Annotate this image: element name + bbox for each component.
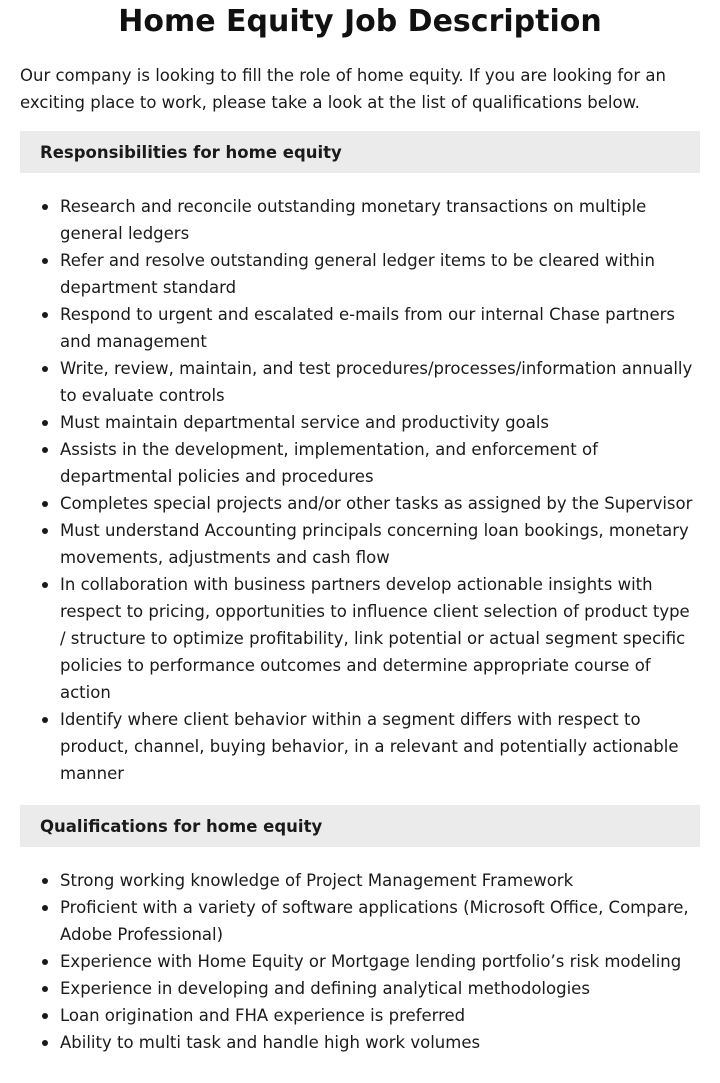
qualifications-list <box>20 867 700 1056</box>
list-item: Strong working knowledge of Project Management Framework <box>60 867 700 894</box>
responsibilities-list <box>20 193 700 787</box>
responsibilities-heading: Responsibilities for home equity <box>40 142 342 162</box>
list-item: Completes special projects and/or other tasks as assigned by the Supervisor <box>60 490 700 517</box>
list-item: Must maintain departmental service and productivity goals <box>60 409 700 436</box>
list-item: Write, review, maintain, and test procedures/processes/information annually to evaluate controls <box>60 355 700 409</box>
intro-paragraph: Our company is looking to fill the role of home equity. If you are looking for an exciting place to work, please take a look at the list of qualifications below. <box>20 66 666 112</box>
list-item: Respond to urgent and escalated e-mails from our internal Chase partners and management <box>60 301 700 355</box>
list-item: Experience in developing and defining analytical methodologies <box>60 975 700 1002</box>
list-item: Refer and resolve outstanding general ledger items to be cleared within department standard <box>60 247 700 301</box>
page-title: Home Equity Job Description <box>118 4 602 39</box>
list-item: Assists in the development, implementation, and enforcement of departmental policies and procedures <box>60 436 700 490</box>
list-item: Identify where client behavior within a segment differs with respect to product, channel, buying behavior, in a relevant and potentially actionable manner <box>60 706 700 787</box>
list-item: Research and reconcile outstanding monetary transactions on multiple general ledgers <box>60 193 700 247</box>
qualifications-heading: Qualifications for home equity <box>40 816 323 836</box>
list-item: Experience with Home Equity or Mortgage lending portfolio’s risk modeling <box>60 948 700 975</box>
list-item: Loan origination and FHA experience is preferred <box>60 1002 700 1029</box>
list-item: Proficient with a variety of software applications (Microsoft Office, Compare, Adobe Professional) <box>60 894 700 948</box>
qualifications-header <box>20 805 700 847</box>
list-item: In collaboration with business partners develop actionable insights with respect to pricing, opportunities to influence client selection of product type / structure to optimize profitability, link potential or actual segment specific policies to performance outcomes and determine appropriate course of action <box>60 571 700 706</box>
list-item: Ability to multi task and handle high work volumes <box>60 1029 700 1056</box>
responsibilities-header <box>20 131 700 173</box>
list-item: Must understand Accounting principals concerning loan bookings, monetary movements, adjustments and cash flow <box>60 517 700 571</box>
